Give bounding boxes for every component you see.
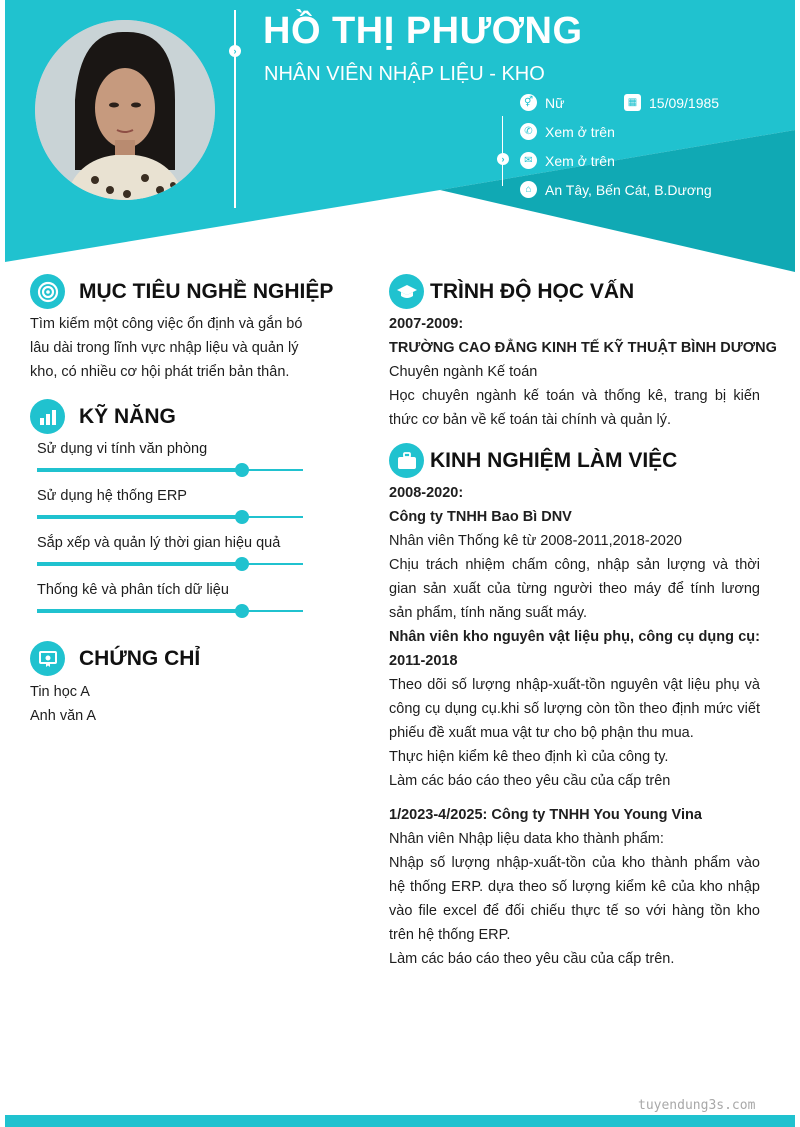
contact-phone: ✆ Xem ở trên (520, 123, 615, 140)
briefcase-icon (389, 443, 424, 478)
certificate-item: Anh văn A (30, 708, 97, 724)
experience-heading: KINH NGHIỆM LÀM VIỆC (389, 443, 677, 478)
skill-item: Sắp xếp và quản lý thời gian hiệu quả (37, 535, 303, 565)
objective-heading: MỤC TIÊU NGHỀ NGHIỆP (30, 274, 333, 309)
target-icon (30, 274, 65, 309)
calendar-icon: ▦ (624, 94, 641, 111)
header-divider (234, 10, 236, 208)
watermark: tuyendung3s.com (638, 1098, 756, 1113)
email-icon: ✉ (520, 152, 537, 169)
contact-email: ✉ Xem ở trên (520, 152, 615, 169)
skill-item: Sử dụng hệ thống ERP (37, 488, 303, 518)
objective-text: Tìm kiếm một công việc ổn định và gắn bó lâu dài trong lĩnh vực nhập liệu và quản lý kho, có nhiều cơ hội phát triển bản thân. (30, 316, 303, 380)
certificate-icon (30, 641, 65, 676)
skill-bar (37, 516, 303, 518)
job-title: NHÂN VIÊN NHẬP LIỆU - KHO (264, 63, 545, 85)
education-heading: TRÌNH ĐỘ HỌC VẤN (389, 274, 634, 309)
profile-photo (35, 20, 215, 200)
contact-gender: ⚥ Nữ (520, 94, 564, 111)
skill-bar (37, 610, 303, 612)
skills-heading: KỸ NĂNG (30, 399, 176, 434)
skill-item: Sử dụng vi tính văn phòng (37, 441, 303, 471)
contact-birthday: ▦ 15/09/1985 (624, 94, 719, 111)
contact-address: ⌂ An Tây, Bến Cát, B.Dương (520, 181, 712, 198)
skill-level-knob (235, 463, 249, 477)
experience-job-1: 2008-2020: Công ty TNHH Bao Bì DNV Nhân viên Thống kê từ 2008-2011,2018-2020 Chịu trách nhiệm chấm công, nhập sản lượng và thời gian sản xuất của từng người theo máy để tính lương sản phẩm, tính năng suất máy. Nhân viên kho nguyên vật liệu phụ, công cụ dụng cụ: 2011-2018 Theo dõi số lượng nhập-xuất-tồn nguyên vật liệu phụ và công cụ dụng cụ.khi số lượng còn tồn theo định mức viết phiếu đề xuất mua vật tư cho bộ phận thu mua. Thực hiện kiểm kê theo định kì của công ty. Làm các báo cáo theo yêu cầu của cấp trên (389, 485, 760, 789)
skill-item: Thống kê và phân tích dữ liệu (37, 582, 303, 612)
certificates-heading: CHỨNG CHỈ (30, 641, 200, 676)
footer-bar (5, 1115, 795, 1127)
education-content: 2007-2009: TRƯỜNG CAO ĐẲNG KINH TẾ KỸ THUẬT BÌNH DƯƠNG Chuyên ngành Kế toán Học chuyên ngành kế toán và thống kê, trang bị kiến thức cơ bản về kế toán tài chính và quản lý. (389, 316, 777, 428)
skill-level-knob (235, 604, 249, 618)
home-icon: ⌂ (520, 181, 537, 198)
candidate-name: HỒ THỊ PHƯƠNG (263, 10, 583, 52)
skill-level-knob (235, 510, 249, 524)
chevron-right-icon: › (497, 153, 509, 165)
portrait-image (35, 20, 215, 200)
contact-divider (502, 116, 503, 186)
graduation-cap-icon (389, 274, 424, 309)
certificates-list (30, 680, 330, 728)
skill-bar (37, 563, 303, 565)
chevron-right-icon: › (229, 45, 241, 57)
bar-chart-icon (30, 399, 65, 434)
experience-job-2: 1/2023-4/2025: Công ty TNHH You Young Vina Nhân viên Nhập liệu data kho thành phẩm: Nhập số lượng nhập-xuất-tồn của kho thành phẩm vào hệ thống ERP. dựa theo số lượng kiểm kê của kho nhập vào file excel để đối chiếu thực tế so với hàng tồn kho trên hệ thống ERP. Làm các báo cáo theo yêu cầu của cấp trên. (389, 807, 760, 967)
gender-icon: ⚥ (520, 94, 537, 111)
skill-bar (37, 469, 303, 471)
certificate-item: Tin học A (30, 684, 90, 700)
skill-level-knob (235, 557, 249, 571)
phone-icon: ✆ (520, 123, 537, 140)
